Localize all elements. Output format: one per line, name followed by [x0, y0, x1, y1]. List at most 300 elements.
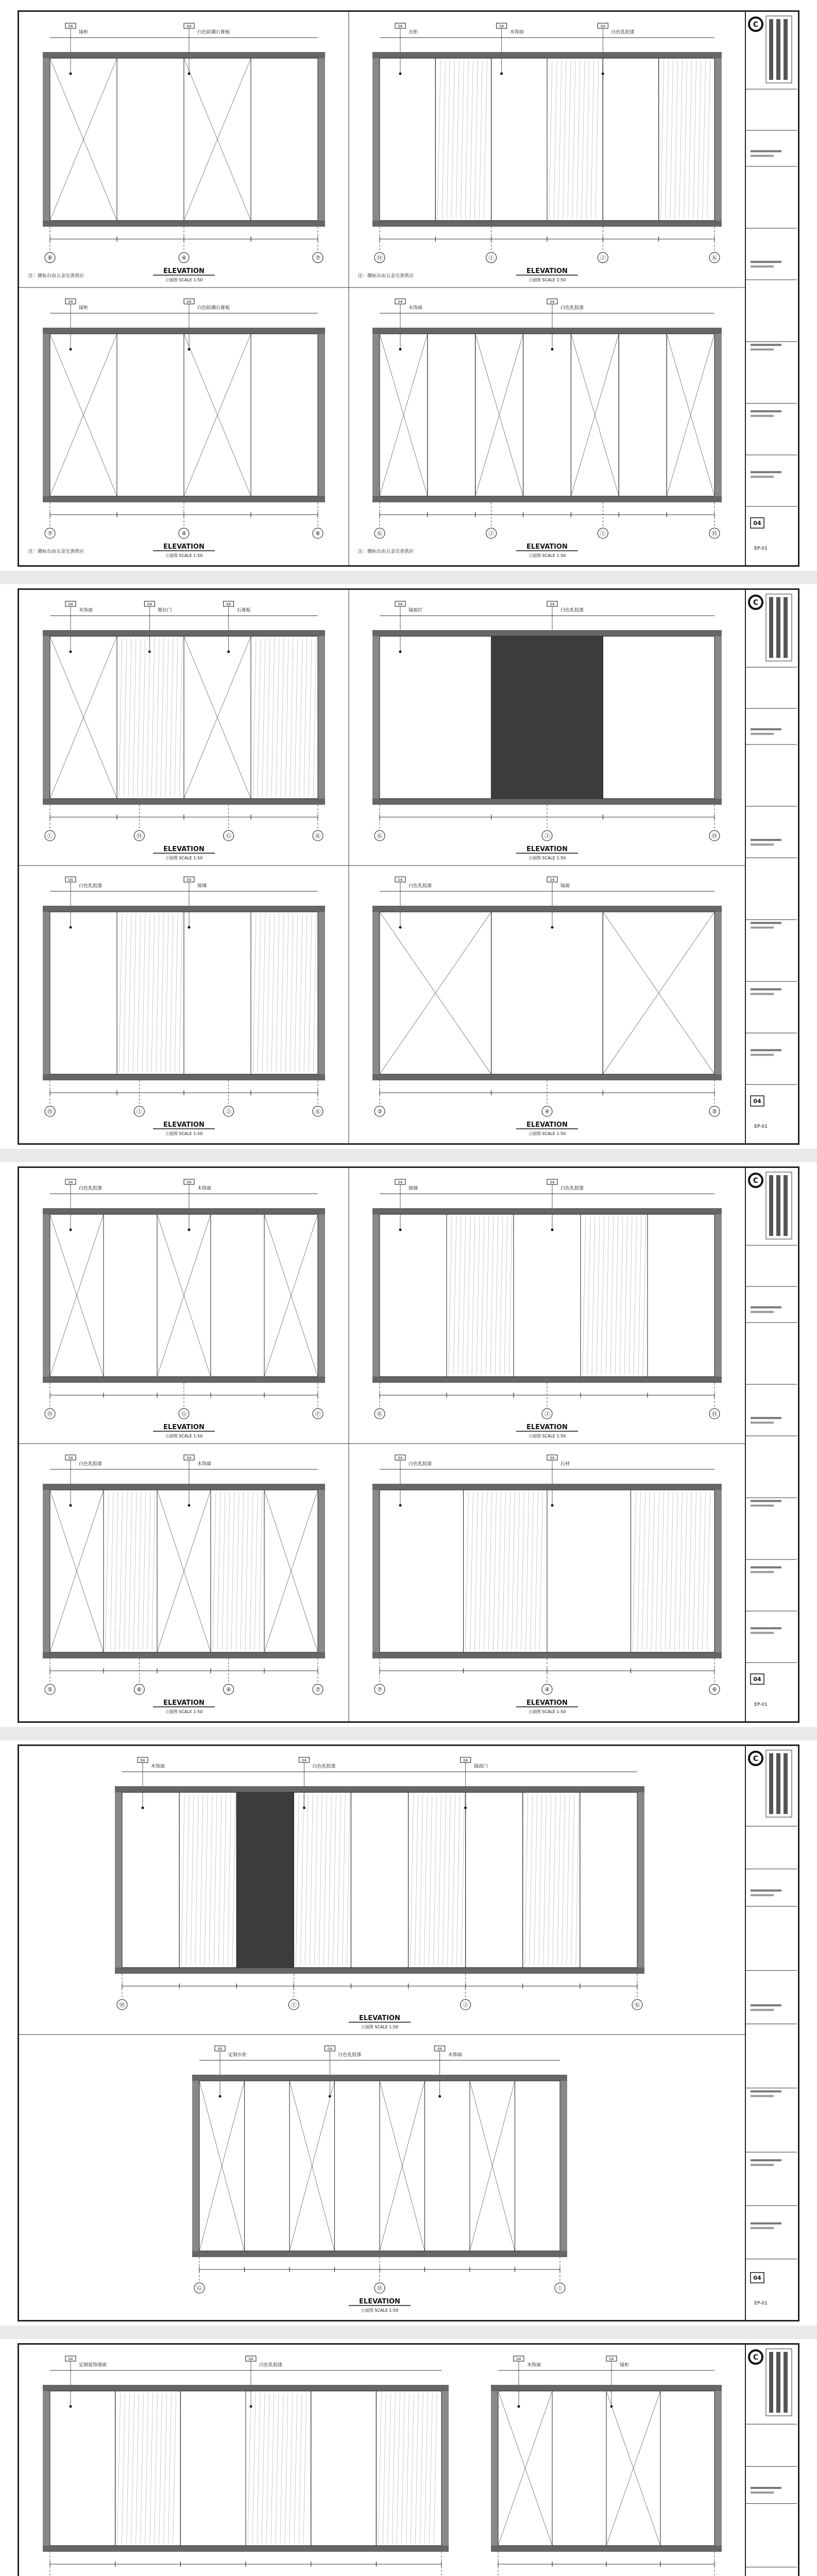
- wood-grain: [314, 1794, 317, 1965]
- wall-panel: [523, 1792, 580, 1968]
- floor-slab: [43, 496, 325, 502]
- side-wall: [43, 2391, 50, 2546]
- leader-dot: [70, 73, 72, 75]
- wood-grain: [186, 1794, 189, 1965]
- wood-grain: [489, 1492, 492, 1650]
- material-tag-number: 04: [398, 878, 403, 882]
- leader-dot: [188, 1229, 191, 1231]
- material-tag-number: 04: [550, 602, 555, 606]
- leader-dot: [188, 926, 191, 929]
- wall-panel: [581, 1214, 648, 1377]
- material-callout: 镜柜: [79, 306, 89, 311]
- wood-grain: [152, 1492, 155, 1650]
- material-callout: 玻璃: [408, 1186, 418, 1191]
- wood-grain: [415, 2393, 418, 2544]
- title-block-text: [751, 471, 781, 473]
- wood-grain: [119, 914, 122, 1072]
- grid-axis-label: ⑦: [315, 255, 320, 261]
- wood-grain: [119, 638, 122, 796]
- material-callout: 白色乳胶漆: [79, 884, 103, 889]
- grid-axis-label: Ⓚ: [377, 1411, 383, 1417]
- wood-grain: [500, 1216, 503, 1375]
- grid-axis-label: ④: [181, 255, 186, 261]
- wood-grain: [142, 914, 145, 1072]
- material-tag-number: 04: [217, 2047, 223, 2051]
- wood-grain: [452, 1794, 455, 1965]
- wall-panel: [552, 2391, 606, 2546]
- wood-grain: [693, 60, 696, 218]
- side-wall: [560, 2081, 567, 2251]
- wood-grain: [507, 1492, 510, 1650]
- leader-dot: [551, 926, 554, 929]
- wood-grain: [217, 1492, 220, 1650]
- elevation-scale: 立面图 SCALE 1:50: [165, 1131, 203, 1136]
- wood-grain: [462, 1794, 465, 1965]
- material-tag-number: 04: [398, 602, 403, 606]
- wood-grain: [175, 638, 178, 796]
- wall-panel: [380, 58, 435, 221]
- grid-axis-label: ③: [377, 1108, 382, 1115]
- material-callout: 镜柜: [79, 30, 89, 35]
- sheet-divider: [0, 2326, 817, 2339]
- wood-grain: [558, 60, 561, 218]
- title-block-text: [751, 344, 781, 346]
- wood-grain: [490, 1216, 493, 1375]
- wood-grain: [509, 1216, 512, 1375]
- wood-grain: [539, 1794, 542, 1965]
- wood-grain: [647, 1492, 650, 1650]
- title-block-text: [751, 476, 774, 478]
- wood-grain: [305, 1794, 308, 1965]
- wood-grain: [624, 1216, 627, 1375]
- ceiling-slab: [491, 2385, 722, 2391]
- ceiling-slab: [372, 630, 722, 636]
- grid-axis-label: ⑦: [377, 1686, 382, 1693]
- leader-dot: [399, 926, 402, 929]
- leader-dot: [70, 348, 72, 351]
- grid-axis-label: Ⓗ: [377, 255, 383, 261]
- wood-grain: [470, 1492, 473, 1650]
- material-tag-number: 04: [398, 1456, 403, 1460]
- wood-grain: [476, 1216, 480, 1375]
- wall-panel: [179, 1792, 236, 1968]
- wood-grain: [200, 1794, 203, 1965]
- grid-axis-label: Ⓗ: [377, 2285, 383, 2292]
- wood-grain: [634, 1216, 637, 1375]
- wood-grain: [129, 1492, 132, 1650]
- wood-grain: [642, 1492, 645, 1650]
- material-tag-number: 04: [186, 878, 192, 882]
- wood-grain: [484, 1492, 487, 1650]
- wood-grain: [689, 1492, 692, 1650]
- material-tag-number: 04: [248, 2357, 253, 2361]
- wood-grain: [342, 1794, 345, 1965]
- wood-grain: [290, 2393, 293, 2544]
- wood-grain: [442, 60, 445, 218]
- material-tag-number: 04: [68, 300, 73, 304]
- wood-grain: [675, 1492, 678, 1650]
- wall-panel: [660, 2391, 714, 2546]
- wood-grain: [383, 2393, 386, 2544]
- material-tag-number: 04: [226, 602, 231, 606]
- title-block-text: [751, 1504, 774, 1506]
- title-block-text: [751, 733, 774, 735]
- elevation-title: ELEVATION: [359, 2014, 400, 2022]
- wood-grain: [461, 60, 464, 218]
- company-name-lines: [769, 1175, 773, 1236]
- leader-dot: [399, 73, 402, 75]
- material-callout: 石膏板: [236, 608, 251, 613]
- material-callout: 镜面灯: [408, 608, 423, 613]
- elevation-note: 注：微标台由五金完善供应: [28, 274, 84, 279]
- wood-grain: [128, 638, 131, 796]
- wall-panel: [251, 58, 318, 221]
- leader-dot: [70, 1504, 72, 1507]
- drawing-sheet-3: [18, 1166, 799, 1723]
- drawing-sheet-5: [18, 2343, 799, 2576]
- company-name-lines: [784, 1753, 788, 1814]
- wood-grain: [155, 2393, 158, 2544]
- side-wall: [372, 58, 380, 221]
- wall-panel: [211, 1214, 264, 1377]
- wood-grain: [571, 1794, 574, 1965]
- wood-grain: [245, 1492, 248, 1650]
- sheet-4-canvas: [19, 1746, 798, 2320]
- wall-panel: [447, 1214, 514, 1377]
- elevation-note: 注：微标台由五金完善供应: [358, 549, 414, 554]
- grid-axis-label: ④: [181, 530, 186, 537]
- leader-dot: [250, 2405, 252, 2408]
- wood-grain: [411, 2393, 414, 2544]
- wood-grain: [285, 914, 288, 1072]
- wood-grain: [209, 1794, 212, 1965]
- wood-grain: [143, 1492, 146, 1650]
- title-block-text: [751, 1566, 781, 1568]
- material-callout: 白色乳胶漆: [560, 1186, 584, 1191]
- title-block-text: [751, 2090, 781, 2092]
- material-callout: 白色防潮石膏板: [197, 30, 230, 35]
- leader-dot: [70, 651, 72, 653]
- wall-panel: [547, 1490, 631, 1652]
- title-block-text: [751, 1311, 774, 1313]
- floor-slab: [43, 221, 325, 227]
- company-name-lines: [776, 597, 780, 658]
- wood-grain: [458, 1216, 461, 1375]
- wood-grain: [138, 638, 141, 796]
- wood-grain: [493, 1492, 497, 1650]
- title-block-text: [751, 839, 781, 841]
- title-block-text: [751, 348, 774, 350]
- wall-panel: [380, 1490, 464, 1652]
- grid-axis-label: Ⓚ: [315, 1108, 321, 1115]
- material-callout: 镜面: [560, 884, 570, 889]
- wood-grain: [120, 1492, 123, 1650]
- wood-grain: [147, 914, 150, 1072]
- wall-panel: [580, 1792, 637, 1968]
- wood-grain: [138, 914, 141, 1072]
- wood-grain: [643, 1216, 646, 1375]
- ceiling-slab: [372, 328, 722, 334]
- wall-panel: [104, 1214, 157, 1377]
- floor-slab: [43, 1377, 325, 1383]
- side-wall: [43, 636, 50, 799]
- title-block-text: [751, 265, 774, 267]
- wood-grain: [313, 638, 316, 796]
- side-wall: [372, 636, 380, 799]
- title-block-text: [751, 410, 781, 412]
- wall-panel: [491, 636, 603, 799]
- side-wall: [43, 1490, 50, 1652]
- title-block-text: [751, 843, 774, 845]
- elevation-title: ELEVATION: [163, 1121, 205, 1129]
- title-block-text: [751, 1894, 774, 1896]
- floor-slab: [372, 221, 722, 227]
- wood-grain: [504, 1216, 507, 1375]
- leader-dot: [70, 926, 72, 929]
- wood-grain: [258, 638, 261, 796]
- side-wall: [714, 912, 722, 1074]
- grid-axis-label: Ⓗ: [47, 1108, 53, 1115]
- wood-grain: [310, 1794, 313, 1965]
- material-tag-number: 04: [186, 300, 192, 304]
- title-block-text: [751, 1571, 774, 1573]
- wood-grain: [276, 638, 279, 796]
- elevation-title: ELEVATION: [163, 845, 205, 853]
- material-callout: 木饰面: [151, 1764, 165, 1769]
- wall-panel: [251, 334, 318, 496]
- wood-grain: [175, 914, 178, 1072]
- wood-grain: [703, 1492, 706, 1650]
- grid-axis-label: Ⓙ: [544, 1411, 550, 1417]
- company-name-lines: [784, 2352, 788, 2413]
- wood-grain: [313, 914, 316, 1072]
- material-callout: 石材: [560, 1462, 570, 1467]
- wood-grain: [258, 914, 261, 1072]
- grid-axis-label: ④: [226, 1686, 231, 1693]
- elevation-title: ELEVATION: [526, 1423, 568, 1431]
- leader-dot: [142, 1807, 144, 1809]
- grid-axis-label: ⑦: [47, 530, 53, 537]
- wood-grain: [141, 2393, 144, 2544]
- wood-grain: [638, 1492, 641, 1650]
- material-tag-number: 04: [437, 2047, 442, 2051]
- side-wall: [372, 334, 380, 496]
- wood-grain: [262, 2393, 265, 2544]
- title-block-text: [751, 728, 781, 731]
- wood-grain: [151, 914, 155, 1072]
- wood-grain: [257, 2393, 260, 2544]
- wood-grain: [583, 1216, 586, 1375]
- material-callout: 木饰面: [197, 1462, 212, 1467]
- leader-dot: [518, 2405, 520, 2408]
- elevation-note: 注：微标台由五金完善供应: [358, 274, 414, 279]
- wood-grain: [159, 2393, 162, 2544]
- wood-grain: [262, 638, 265, 796]
- side-wall: [637, 1792, 644, 1968]
- wall-panel: [50, 2391, 115, 2546]
- wood-grain: [438, 1794, 441, 1965]
- ceiling-slab: [43, 630, 325, 636]
- wood-grain: [195, 1794, 198, 1965]
- wood-grain: [164, 2393, 167, 2544]
- wood-grain: [271, 638, 275, 796]
- wood-grain: [661, 1492, 664, 1650]
- wood-grain: [429, 1794, 432, 1965]
- wood-grain: [549, 60, 552, 218]
- wood-grain: [133, 638, 136, 796]
- elevation-title: ELEVATION: [163, 1699, 205, 1707]
- wood-grain: [401, 2393, 404, 2544]
- wood-grain: [568, 60, 571, 218]
- ceiling-slab: [372, 1208, 722, 1214]
- grid-axis-label: Ⓘ: [136, 1108, 142, 1115]
- grid-axis-label: ⑥: [315, 530, 320, 537]
- wood-grain: [218, 1794, 222, 1965]
- wood-grain: [420, 1794, 423, 1965]
- grid-axis-label: Ⓗ: [711, 833, 718, 839]
- side-wall: [318, 912, 325, 1074]
- ceiling-slab: [192, 2075, 567, 2081]
- wall-panel: [603, 58, 658, 221]
- wood-grain: [675, 60, 678, 218]
- side-wall: [115, 1792, 122, 1968]
- wall-panel: [466, 1792, 523, 1968]
- elevation-title: ELEVATION: [526, 845, 568, 853]
- sheet-divider: [0, 1727, 817, 1740]
- elevation-scale: 立面图 SCALE 1:50: [528, 278, 566, 282]
- side-wall: [714, 58, 722, 221]
- material-tag-number: 04: [327, 2047, 332, 2051]
- floor-slab: [372, 1652, 722, 1658]
- material-callout: 白色乳胶漆: [79, 1186, 103, 1191]
- grid-axis-label: Ⓚ: [377, 530, 383, 537]
- title-block-text: [751, 2095, 774, 2097]
- sheet-1-canvas: [19, 12, 798, 565]
- material-tag-number: 04: [550, 1180, 555, 1184]
- wood-grain: [666, 60, 669, 218]
- title-block-text: [751, 1417, 781, 1419]
- grid-axis-label: ④: [544, 1108, 550, 1115]
- material-tag-number: 04: [550, 300, 555, 304]
- wall-panel: [603, 636, 714, 799]
- wood-grain: [173, 2393, 176, 2544]
- elevation-scale: 立面图 SCALE 1:50: [528, 1709, 566, 1714]
- wood-grain: [693, 1492, 696, 1650]
- material-callout: 玻璃: [197, 884, 207, 889]
- ceiling-slab: [43, 52, 325, 58]
- material-callout: 白色防潮石膏板: [197, 306, 230, 311]
- grid-axis-label: Ⓚ: [634, 2002, 640, 2008]
- wood-grain: [698, 1492, 701, 1650]
- material-tag-number: 04: [186, 1180, 192, 1184]
- wall-panel: [184, 912, 251, 1074]
- wood-grain: [397, 2393, 400, 2544]
- wall-panel: [514, 1214, 581, 1377]
- wood-grain: [115, 1492, 118, 1650]
- wood-grain: [161, 638, 164, 796]
- wood-grain: [474, 60, 478, 218]
- material-callout: 白色乳胶漆: [408, 1462, 432, 1467]
- sheet-code: EP-01: [754, 1702, 768, 1707]
- ceiling-slab: [43, 1484, 325, 1490]
- ceiling-slab: [372, 1484, 722, 1490]
- side-wall: [441, 2391, 449, 2546]
- grid-axis-label: Ⓘ: [291, 2002, 297, 2008]
- wood-grain: [456, 60, 459, 218]
- wood-grain: [486, 1216, 489, 1375]
- wood-grain: [281, 914, 284, 1072]
- elevation-scale: 立面图 SCALE 1:50: [528, 1131, 566, 1136]
- material-tag-number: 04: [550, 878, 555, 882]
- wall-panel: [117, 636, 184, 799]
- grid-axis-label: Ⓗ: [47, 1411, 53, 1417]
- wood-grain: [610, 1216, 614, 1375]
- side-wall: [43, 912, 50, 1074]
- wood-grain: [517, 1492, 520, 1650]
- grid-axis-label: Ⓙ: [600, 255, 606, 261]
- wood-grain: [309, 914, 312, 1072]
- elevation-title: ELEVATION: [526, 1121, 568, 1129]
- wood-grain: [124, 638, 127, 796]
- side-wall: [43, 334, 50, 496]
- wood-grain: [280, 2393, 283, 2544]
- wood-grain: [703, 60, 706, 218]
- wood-grain: [250, 1492, 253, 1650]
- title-block-text: [751, 1054, 774, 1056]
- sheet-number: 04: [753, 1098, 761, 1105]
- wood-grain: [424, 1794, 428, 1965]
- wood-grain: [145, 2393, 148, 2544]
- wood-grain: [337, 1794, 341, 1965]
- wood-grain: [222, 1492, 225, 1650]
- wood-grain: [437, 60, 440, 218]
- wood-grain: [615, 1216, 618, 1375]
- wood-grain: [122, 2393, 125, 2544]
- material-callout: 白色乳胶漆: [611, 30, 635, 35]
- grid-axis-label: Ⓗ: [711, 530, 718, 537]
- wood-grain: [110, 1492, 113, 1650]
- leader-dot: [500, 73, 503, 75]
- logo-letter: C: [753, 599, 759, 607]
- wood-grain: [470, 60, 473, 218]
- wood-grain: [472, 1216, 475, 1375]
- wood-grain: [252, 2393, 256, 2544]
- side-wall: [714, 636, 722, 799]
- wood-grain: [295, 638, 298, 796]
- wood-grain: [253, 914, 256, 1072]
- company-name-lines: [784, 1175, 788, 1236]
- material-callout: 镜面门: [473, 1764, 488, 1769]
- side-wall: [372, 1490, 380, 1652]
- sheet-code: EP-01: [754, 1124, 768, 1129]
- side-wall: [318, 1490, 325, 1652]
- title-block-text: [751, 2004, 781, 2006]
- wood-grain: [553, 1794, 556, 1965]
- material-tag-number: 04: [147, 602, 152, 606]
- ceiling-slab: [43, 1208, 325, 1214]
- wall-panel: [515, 2081, 560, 2251]
- leader-dot: [70, 2405, 72, 2408]
- wood-grain: [191, 1794, 194, 1965]
- wood-grain: [299, 914, 302, 1072]
- wood-grain: [531, 1492, 534, 1650]
- wood-grain: [378, 2393, 381, 2544]
- floor-slab: [43, 2546, 449, 2552]
- grid-axis-label: ⑥: [137, 1686, 142, 1693]
- material-callout: 白色乳胶漆: [312, 1764, 336, 1769]
- leader-dot: [399, 1504, 402, 1507]
- wall-panel: [523, 334, 571, 496]
